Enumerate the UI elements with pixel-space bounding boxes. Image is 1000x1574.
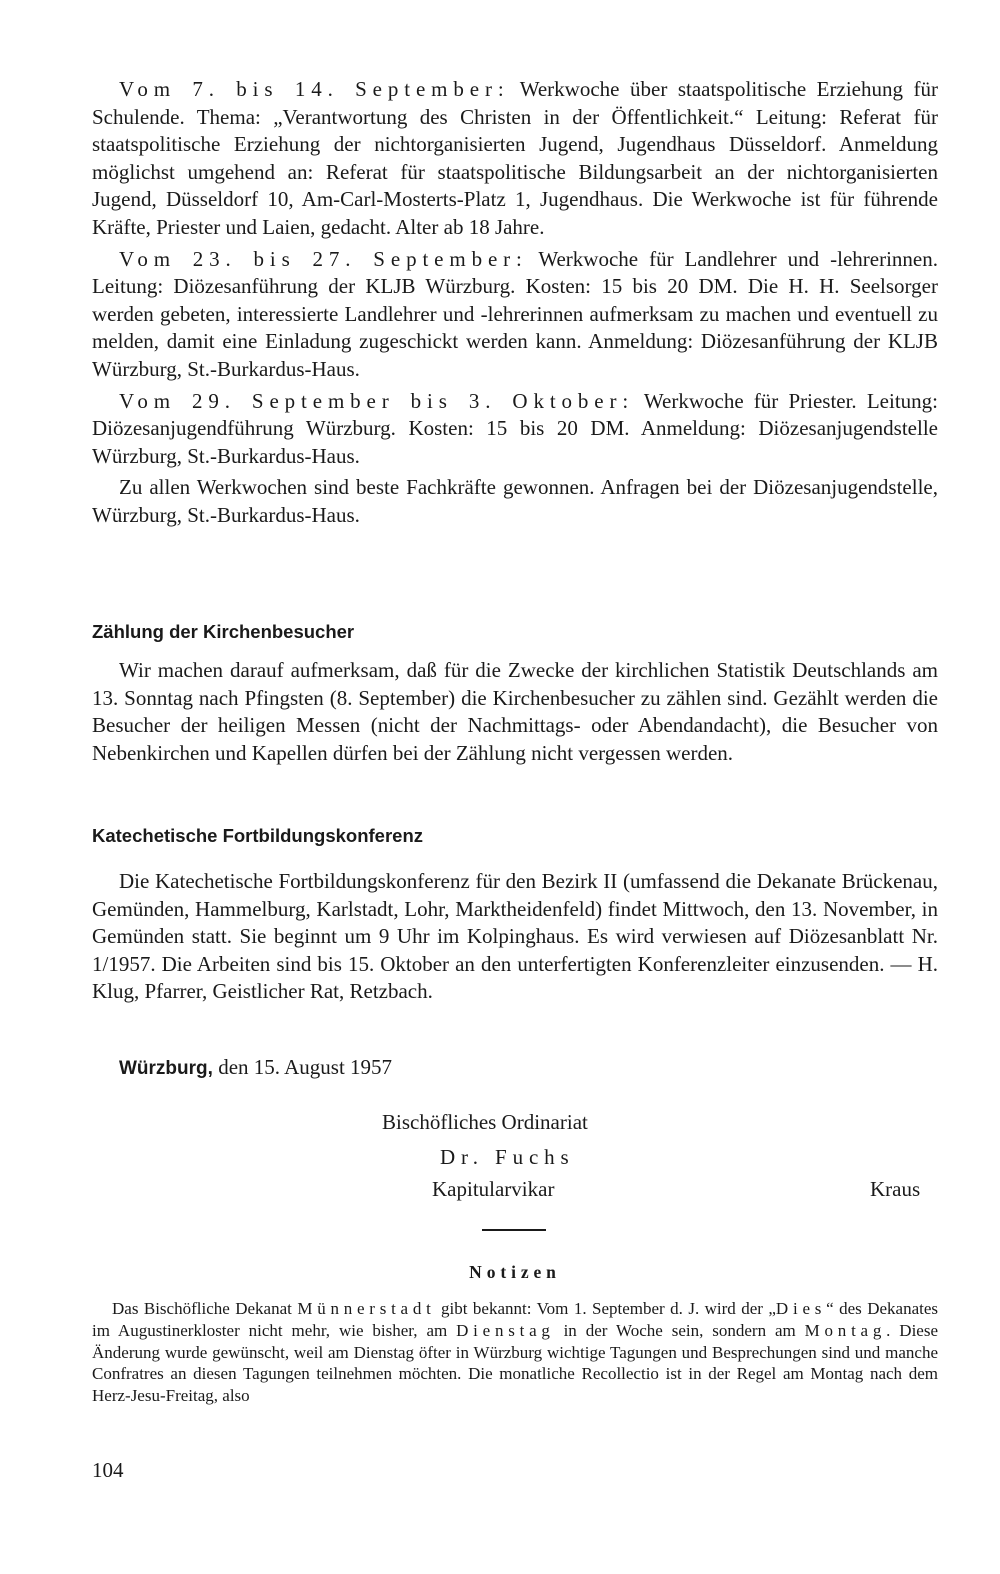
signature-name: Dr. Fuchs bbox=[440, 1145, 575, 1169]
paragraph-text: Werkwoche für Landlehrer und -lehrerinnen. Leitung: Diözesanführung der KLJB Würzburg. Kosten: 15 bis 20 DM. Die H. H. Seelsorger werden gebeten, interessierte Landlehrer und -lehrerinnen aufmerksam zu machen und eventuell zu melden, damit eine Einladung zugeschickt werden kann. Anmeldung: Diözesanführung der KLJB Würzburg, St.-Burkardus-Haus. bbox=[92, 246, 938, 381]
page-number: 104 bbox=[92, 1458, 124, 1482]
paragraph-text: Wir machen darauf aufmerksam, daß für die Zwecke der kirchlichen Statistik Deutschlands am 13. Sonntag nach Pfingsten (8. September) die Kirchenbesucher zu zählen sind. Gezählt werden die Besucher der heiligen Messen (nicht der Nachmittags- oder Abendandacht), die Besucher von Nebenkirchen und Kapellen dürfen bei der Zählung nicht vergessen werden. bbox=[92, 658, 938, 765]
spaced-lead: Vom 29. September bis 3. Oktober: bbox=[119, 388, 635, 413]
paragraph-konferenz bbox=[92, 868, 938, 1006]
signature-title: Kapitularvikar bbox=[432, 1177, 555, 1201]
werkwoche-section bbox=[92, 76, 938, 530]
zaehlung-section bbox=[92, 657, 938, 767]
dateline-place: Würzburg, bbox=[119, 1058, 213, 1079]
notes-text: gibt bekannt: Vom 1. September d. J. wird der „ bbox=[435, 1299, 776, 1318]
notes-text: Das Bischöfliche Dekanat bbox=[112, 1299, 298, 1318]
notes-spaced-dienstag: Dienstag bbox=[456, 1320, 555, 1340]
notes-text: . Diese Änderung wurde gewünscht, weil am Dienstag öfter in Würzburg wichtige Tagungen und Besprechungen sind und manche Confratres an diesen Tagungen teilnehmen möchten. Die monatliche Recollectio ist in der Regel am Montag nach dem Herz-Jesu-Freitag, also bbox=[92, 1320, 938, 1406]
notes-spaced-place: Münnerstadt bbox=[297, 1299, 436, 1318]
paragraph-text: Werkwoche für Priester. Leitung: Diözesanjugendführung Würzburg. Kosten: 15 bis 20 DM. Anmeldung: Diözesanjugendstelle Würzburg, St.-Burkardus-Haus. bbox=[92, 388, 938, 468]
notes-title: Notizen bbox=[469, 1262, 561, 1282]
konferenz-section bbox=[92, 868, 938, 1006]
notes-spaced-dies: Dies bbox=[775, 1299, 827, 1318]
notes-text: in der Woche sein, sondern am bbox=[554, 1320, 805, 1340]
spaced-lead: Vom 23. bis 27. September: bbox=[119, 246, 528, 271]
paragraph-werkwochen-note bbox=[92, 474, 938, 529]
signature-office: Bischöfliches Ordinariat bbox=[382, 1110, 588, 1134]
notes-text: “ des Dekanates im Augustinerkloster nicht mehr, wie bisher, am bbox=[92, 1299, 938, 1340]
notes-spaced-montag: Montag bbox=[804, 1320, 887, 1340]
dateline bbox=[119, 1055, 392, 1080]
notes-section bbox=[92, 1298, 938, 1407]
dateline-date: den 15. August 1957 bbox=[212, 1055, 393, 1079]
section-heading-konferenz: Katechetische Fortbildungskonferenz bbox=[92, 825, 423, 846]
paragraph-werkwoche-landlehrer bbox=[92, 246, 938, 384]
section-heading-zaehlung: Zählung der Kirchenbesucher bbox=[92, 621, 355, 642]
divider bbox=[482, 1229, 546, 1231]
paragraph-notes bbox=[92, 1298, 938, 1407]
spaced-lead: Vom 7. bis 14. September: bbox=[119, 77, 510, 101]
paragraph-werkwoche-priester bbox=[92, 388, 938, 471]
paragraph-werkwoche-staatspolitik bbox=[92, 76, 938, 242]
signature-second: Kraus bbox=[870, 1177, 921, 1201]
paragraph-text: Werkwoche über staatspolitische Erziehung für Schulende. Thema: „Verantwortung des Christen in der Öffentlichkeit.“ Leitung: Referat für staatspolitische Erziehung der nichtorganisierten Jugend, Jugendhaus Düsseldorf. Anmeldung möglichst umgehend an: Referat für staatspolitische Bildungsarbeit an der nichtorganisierten Jugend, Düsseldorf 10, Am-Carl-Mosterts-Platz 1, Jugendhaus. Die Werkwoche ist für führende Kräfte, Priester und Laien, gedacht. Alter ab 18 Jahre. bbox=[92, 77, 938, 239]
paragraph-text: Die Katechetische Fortbildungskonferenz für den Bezirk II (umfassend die Dekanate Brückenau, Gemünden, Hammelburg, Karlstadt, Lohr, Marktheidenfeld) findet Mittwoch, den 13. November, in Gemünden statt. Sie beginnt um 9 Uhr im Kolpinghaus. Es wird verwiesen auf Diözesanblatt Nr. 1/1957. Die Arbeiten sind bis 15. Oktober an den unterfertigten Konferenzleiter einzusenden. — H. Klug, Pfarrer, Geistlicher Rat, Retzbach. bbox=[92, 869, 938, 1004]
paragraph-zaehlung bbox=[92, 657, 938, 767]
paragraph-text: Zu allen Werkwochen sind beste Fachkräfte gewonnen. Anfragen bei der Diözesanjugendstelle, Würzburg, St.-Burkardus-Haus. bbox=[92, 475, 938, 527]
